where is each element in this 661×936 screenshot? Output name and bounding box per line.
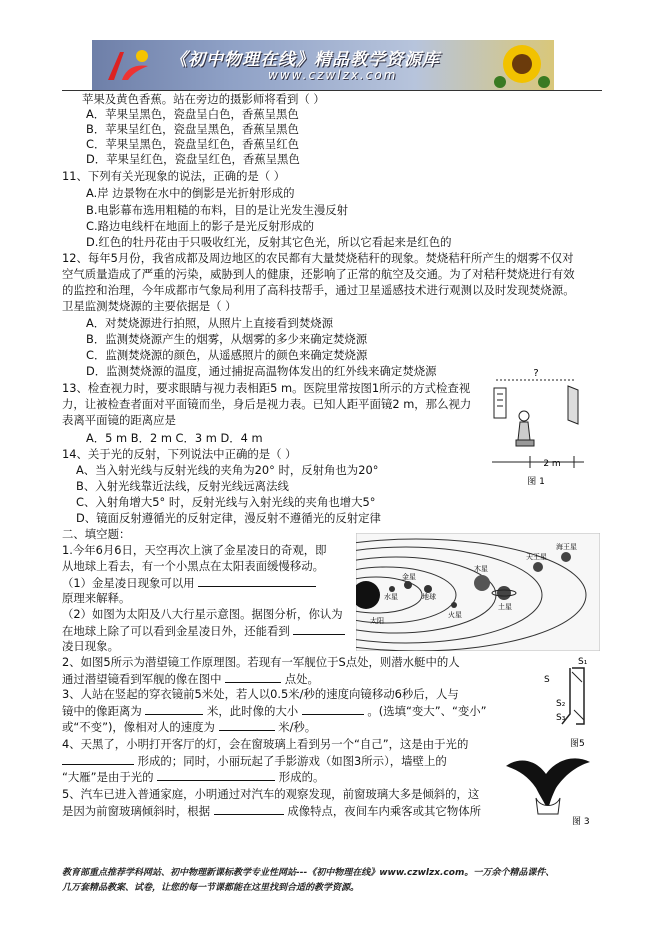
q13-stem-2: 力，让被检查者面对平面镜而坐，身后是视力表。已知人距平面镜2 m，那么视力 [62,397,472,411]
solar-system-diagram [356,533,600,651]
f2-stem-2-text: 通过潜望镜看到军舰的像在图中 [62,672,222,686]
fig1-question-mark: ? [533,368,539,379]
q14-option-c: C、入射角增大5° 时，反射光线与入射光线的夹角也增大5° [76,495,376,509]
f4-text-d: 形成的。 [278,770,325,784]
q12-stem-1: 12、每年5月份，我省成都及周边地区的农民都有大量焚烧秸秆的现象。焚烧秸秆所产生的烟雾不仅对 [62,251,574,265]
f3-text-b: 米，此时像的大小 [207,704,299,718]
q11-option-a: A.岸 边景物在水中的倒影是光折射形成的 [86,186,295,200]
f1-part1-blank[interactable] [198,575,316,587]
f3-blank-2[interactable] [302,703,364,715]
q12-stem-3: 的监控和治理，今年成都市气象局利用了高科技帮手，通过卫星遥感技术进行观测以及时发现焚烧源。 [62,283,575,297]
f2-stem-1: 2、如图5所示为潜望镜工作原理图。若现有一军舰位于S点处，则潜水艇中的人 [62,655,460,669]
f1-part1-end: 原理来解释。 [62,591,131,605]
q10-stem-end: 苹果及黄色香蕉。站在旁边的摄影师将看到（ ） [82,92,325,106]
q10-option-c: C．苹果呈黑色，瓷盘呈红色，香蕉呈红色 [86,137,299,151]
f4-stem-1: 4、天黑了，小明打开客厅的灯，会在窗玻璃上看到另一个“自己”，这是由于光的 [62,737,469,751]
f5-text-b: 成像特点，夜间车内乘客或其它物体所 [287,804,481,818]
f3-text-c: 。(选填“变大”、“变小” [367,704,487,718]
header-rule [62,90,602,91]
f1-stem-1: 1.今年6月6日，天空再次上演了金星凌日的奇观，即 [62,543,327,557]
f2-blank[interactable] [225,671,281,683]
q12-stem-4: 卫星监测焚烧源的主要依据是（ ） [62,299,237,313]
q13-stem-1: 13、检查视力时，要求眼睛与视力表相距5 m。医院里常按图1所示的方式检查视 [62,381,471,395]
bird-shadow-icon [506,758,590,810]
planet-label: 金星 [402,573,416,581]
q13-options: A．5 m B．2 m C．3 m D．4 m [86,431,263,445]
f3-text-a: 镜中的像距离为 [62,704,142,718]
f2-stem-2 [62,671,319,686]
f4-stem-3 [62,769,324,784]
f5-stem-2 [62,803,481,818]
f5-stem-1: 5、汽车已进入普通家庭，小明通过对汽车的观察发现，前窗玻璃大多是倾斜的，这 [62,787,480,801]
section-fill-blank: 二、填空题： [62,527,131,541]
q10-option-a: A．苹果呈黑色，瓷盘呈白色，香蕉呈黑色 [86,107,299,121]
planet-label: 天王星 [526,553,547,561]
q13-stem-3: 表离平面镜的距离应是 [62,413,176,427]
q14-option-a: A、当入射光线与反射光线的夹角为20° 时，反射角也为20° [76,463,379,477]
fig5-s1-label: S₁ [578,657,588,667]
q12-stem-2: 空气质量造成了严重的污染，威胁到人的健康，还影响了正常的航空及交通。为了对秸秆焚烧进行有效 [62,267,575,281]
fig5-s-label: S [544,675,550,685]
planet-label: 木星 [474,565,488,573]
f3-blank-1[interactable] [145,703,203,715]
f3-stem-1: 3、人站在竖起的穿衣镜前5米处，若人以0.5米/秒的速度向镜移动6秒后，人与 [62,687,459,701]
planet-label: 地球 [422,593,436,601]
f3-stem-3 [62,719,316,734]
q11-option-d: D.红色的牡丹花由于只吸收红光，反射其它色光，所以它看起来是红色的 [86,235,452,249]
q11-stem: 11、下列有关光现象的说法，正确的是（ ） [62,169,286,183]
f4-text-b: 形成的；同时，小丽玩起了手影游戏（如图3所示），墙壁上的 [137,754,447,768]
footer-line-2: 几万套精品教案、试卷，让您的每一节课都能在这里找到合适的教学资源。 [62,883,360,893]
f1-part2-1: （2）如图为太阳及八大行星示意图。据图分析，你认为 [62,607,343,621]
f1-part2-2 [62,623,345,638]
sunflower-icon [492,42,550,88]
f1-stem-2: 从地球上看去，有一个小黑点在太阳表面缓慢移动。 [62,559,324,573]
f3-text-e: 米/秒。 [278,720,317,734]
f1-part1-text: （1）金星凌日现象可以用 [62,576,195,590]
q11-option-b: B.电影幕布选用粗糙的布料，目的是让光发生漫反射 [86,203,349,217]
figure-1-diagram [484,366,590,488]
planet-label: 水星 [384,593,398,601]
f5-blank[interactable] [214,803,284,815]
fig5-s2-label: S₂ [556,699,566,709]
q14-stem: 14、关于光的反射，下列说法中正确的是（ ） [62,447,297,461]
person-icon [519,411,529,421]
planet-label: 土星 [498,603,512,611]
f2-stem-2-end: 点处。 [284,672,319,686]
logo-icon [102,46,154,86]
f1-part2-2-text: 在地球上除了可以看到金星凌日外，还能看到 [62,624,290,638]
mirror-icon [568,386,578,424]
q14-option-b: B、入射光线靠近法线，反射光线远离法线 [76,479,289,493]
f4-text-c: “大雁”是由于光的 [62,770,154,784]
q12-option-a: A．对焚烧源进行拍照，从照片上直接看到焚烧源 [86,316,333,330]
f1-part2-end: 凌日现象。 [62,639,119,653]
header-url: www.czwlzx.com [268,68,398,82]
f1-part1 [62,575,316,590]
q11-option-c: C.路边电线杆在地面上的影子是光反射形成的 [86,219,314,233]
f3-stem-2 [62,703,487,718]
f3-text-d: 或“不变”)，像相对人的速度为 [62,720,215,734]
q12-option-b: B．监测焚烧源产生的烟雾，从烟雾的多少来确定焚烧源 [86,332,368,346]
f5-text-a: 是因为前窗玻璃倾斜时，根据 [62,804,211,818]
eye-chart-icon [494,388,506,418]
f3-blank-3[interactable] [219,719,275,731]
fig1-distance-label: 2 m [543,459,561,469]
fig3-caption: 图 3 [572,817,590,827]
planet-label: 海王星 [556,543,577,551]
f1-part2-blank[interactable] [293,623,345,635]
fig5-caption: 图5 [570,739,585,749]
f4-blank-1[interactable] [62,753,134,765]
q14-option-d: D、镜面反射遵循光的反射定律，漫反射不遵循光的反射定律 [76,511,381,525]
q10-option-d: D．苹果呈红色，瓷盘呈红色，香蕉呈黑色 [86,152,300,166]
figure-5-periscope [540,654,596,750]
header-title: 《初中物理在线》精品教学资源库 [170,50,440,70]
q12-option-d: D．监测焚烧源的温度，通过捕捉高温物体发出的红外线来确定焚烧源 [86,364,437,378]
header-banner [92,40,554,90]
planet-label: 太阳 [370,617,384,625]
planet-label: 火星 [448,611,462,619]
fig1-caption: 图 1 [527,477,545,487]
f4-stem-2 [62,753,447,768]
f4-blank-2[interactable] [157,769,275,781]
footer-line-1: 教育部重点推荐学科网站、初中物理新课标教学专业性网站---《初中物理在线》www.czwlzx.com。一万余个精品课件、 [62,868,555,878]
q10-option-b: B．苹果呈红色，瓷盘呈黑色，香蕉呈黑色 [86,122,299,136]
figure-3-hand-shadow [500,752,596,828]
fig5-s3-label: S₃ [556,713,566,723]
q12-option-c: C．监测焚烧源的颜色，从遥感照片的颜色来确定焚烧源 [86,348,368,362]
